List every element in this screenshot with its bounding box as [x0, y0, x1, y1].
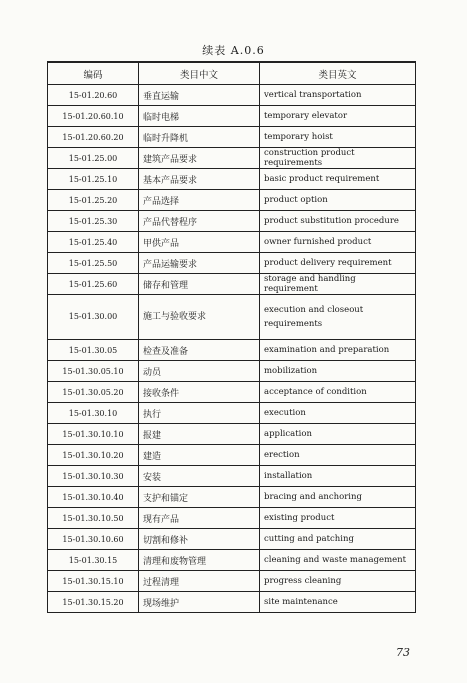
english-cell: owner furnished product	[260, 232, 416, 253]
chinese-cell: 过程清理	[139, 571, 260, 592]
english-cell: site maintenance	[260, 592, 416, 613]
chinese-cell: 支护和锚定	[139, 487, 260, 508]
table-row	[48, 169, 416, 190]
code-cell: 15-01.25.10	[48, 169, 139, 190]
code-cell: 15-01.25.40	[48, 232, 139, 253]
english-cell: product substitution procedure	[260, 211, 416, 232]
chinese-cell: 现有产品	[139, 508, 260, 529]
code-cell: 15-01.30.10.40	[48, 487, 139, 508]
code-cell: 15-01.25.60	[48, 274, 139, 295]
table-row	[48, 508, 416, 529]
code-cell: 15-01.30.05.10	[48, 361, 139, 382]
english-cell: temporary hoist	[260, 127, 416, 148]
chinese-cell: 检查及准备	[139, 340, 260, 361]
english-cell: product delivery requirement	[260, 253, 416, 274]
chinese-cell: 临时升降机	[139, 127, 260, 148]
english-cell: temporary elevator	[260, 106, 416, 127]
english-cell: bracing and anchoring	[260, 487, 416, 508]
code-cell: 15-01.30.10.30	[48, 466, 139, 487]
english-cell: mobilization	[260, 361, 416, 382]
english-cell: vertical transportation	[260, 85, 416, 106]
chinese-cell: 清理和废物管理	[139, 550, 260, 571]
table-row	[48, 253, 416, 274]
chinese-cell: 垂直运输	[139, 85, 260, 106]
chinese-cell: 产品运输要求	[139, 253, 260, 274]
table-row	[48, 550, 416, 571]
table-row	[48, 127, 416, 148]
classification-table	[47, 61, 416, 613]
table-row	[48, 445, 416, 466]
chinese-cell: 切割和修补	[139, 529, 260, 550]
table-row	[48, 340, 416, 361]
code-cell: 15-01.30.10.50	[48, 508, 139, 529]
header-chinese: 类目中文	[139, 62, 260, 85]
chinese-cell: 储存和管理	[139, 274, 260, 295]
english-cell: construction product requirements	[260, 148, 416, 169]
code-cell: 15-01.30.05.20	[48, 382, 139, 403]
code-cell: 15-01.30.15.10	[48, 571, 139, 592]
table-row	[48, 232, 416, 253]
code-cell: 15-01.30.10	[48, 403, 139, 424]
code-cell: 15-01.30.10.60	[48, 529, 139, 550]
chinese-cell: 建筑产品要求	[139, 148, 260, 169]
table-row	[48, 148, 416, 169]
table-title: 续表 A.0.6	[202, 44, 265, 57]
chinese-cell: 基本产品要求	[139, 169, 260, 190]
page-number: 73	[396, 646, 410, 659]
code-cell: 15-01.25.30	[48, 211, 139, 232]
chinese-cell: 施工与验收要求	[139, 295, 260, 340]
english-cell: cutting and patching	[260, 529, 416, 550]
code-cell: 15-01.30.10.20	[48, 445, 139, 466]
table-row	[48, 382, 416, 403]
english-cell: execution	[260, 403, 416, 424]
code-cell: 15-01.30.05	[48, 340, 139, 361]
chinese-cell: 动员	[139, 361, 260, 382]
table-row	[48, 85, 416, 106]
english-cell: erection	[260, 445, 416, 466]
table-row	[48, 106, 416, 127]
chinese-cell: 接收条件	[139, 382, 260, 403]
code-cell: 15-01.25.20	[48, 190, 139, 211]
english-cell: application	[260, 424, 416, 445]
table-row	[48, 403, 416, 424]
table-row	[48, 274, 416, 295]
table-row	[48, 190, 416, 211]
english-cell: execution and closeout requirements	[260, 295, 416, 340]
chinese-cell: 甲供产品	[139, 232, 260, 253]
table-row	[48, 424, 416, 445]
table-header-row	[48, 62, 416, 85]
code-cell: 15-01.30.15.20	[48, 592, 139, 613]
english-cell: product option	[260, 190, 416, 211]
chinese-cell: 产品选择	[139, 190, 260, 211]
code-cell: 15-01.25.00	[48, 148, 139, 169]
table-row	[48, 487, 416, 508]
chinese-cell: 现场维护	[139, 592, 260, 613]
table-row	[48, 592, 416, 613]
code-cell: 15-01.30.10.10	[48, 424, 139, 445]
table-row	[48, 529, 416, 550]
table-row	[48, 211, 416, 232]
table-row	[48, 466, 416, 487]
english-cell: storage and handling requirement	[260, 274, 416, 295]
english-cell: examination and preparation	[260, 340, 416, 361]
table-row	[48, 295, 416, 340]
chinese-cell: 报建	[139, 424, 260, 445]
english-cell: acceptance of condition	[260, 382, 416, 403]
chinese-cell: 执行	[139, 403, 260, 424]
chinese-cell: 安装	[139, 466, 260, 487]
english-cell: existing product	[260, 508, 416, 529]
header-code: 编码	[48, 62, 139, 85]
code-cell: 15-01.20.60.10	[48, 106, 139, 127]
header-english: 类目英文	[260, 62, 416, 85]
code-cell: 15-01.30.15	[48, 550, 139, 571]
table-row	[48, 361, 416, 382]
code-cell: 15-01.20.60	[48, 85, 139, 106]
table-row	[48, 571, 416, 592]
chinese-cell: 产品代替程序	[139, 211, 260, 232]
english-cell: installation	[260, 466, 416, 487]
english-cell: cleaning and waste management	[260, 550, 416, 571]
code-cell: 15-01.20.60.20	[48, 127, 139, 148]
code-cell: 15-01.25.50	[48, 253, 139, 274]
code-cell: 15-01.30.00	[48, 295, 139, 340]
chinese-cell: 临时电梯	[139, 106, 260, 127]
english-cell: basic product requirement	[260, 169, 416, 190]
chinese-cell: 建造	[139, 445, 260, 466]
english-cell: progress cleaning	[260, 571, 416, 592]
